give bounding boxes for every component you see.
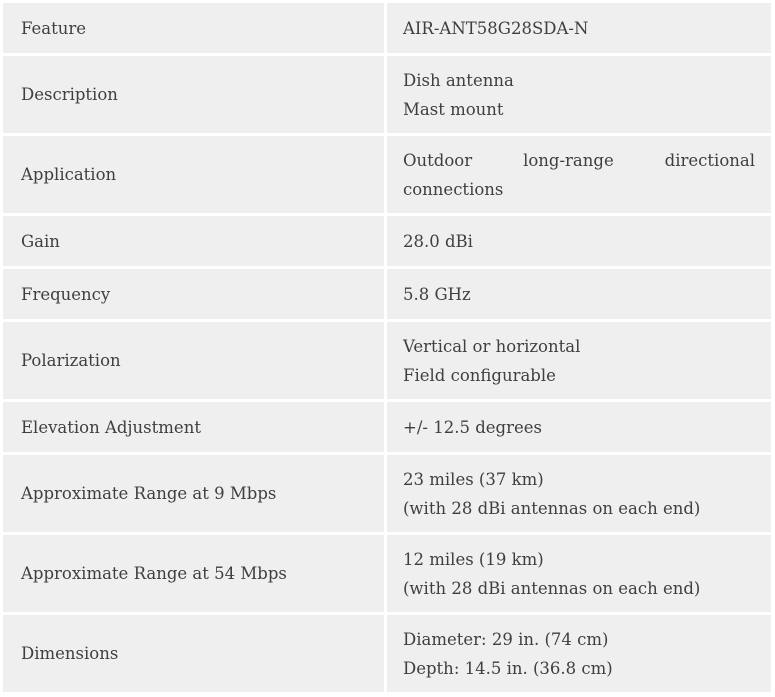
value-line: +/- 12.5 degrees	[403, 417, 542, 437]
value-line: Mast mount	[403, 99, 504, 119]
feature-cell	[3, 615, 387, 695]
feature-cell	[3, 216, 387, 269]
feature-label: Frequency	[21, 284, 111, 304]
value-line: 12 miles (19 km)	[403, 549, 544, 569]
feature-header-label: Feature	[21, 18, 87, 38]
value-cell	[387, 216, 771, 269]
value-text: Outdoor long-range directional connections	[403, 150, 755, 199]
table-row-description	[3, 56, 771, 136]
value-cell	[387, 269, 771, 322]
feature-label: Gain	[21, 231, 60, 251]
value-cell	[387, 402, 771, 455]
feature-header-cell	[3, 3, 387, 56]
value-cell	[387, 615, 771, 695]
value-line: Dish antenna	[403, 70, 514, 90]
value-line: (with 28 dBi antennas on each end)	[403, 578, 701, 598]
feature-cell	[3, 402, 387, 455]
value-line: Diameter: 29 in. (74 cm)	[403, 629, 609, 649]
table-row-dimensions	[3, 615, 771, 695]
table-row-range-54mbps	[3, 535, 771, 615]
value-line: (with 28 dBi antennas on each end)	[403, 498, 701, 518]
table-row-elevation-adjustment	[3, 402, 771, 455]
feature-label: Polarization	[21, 351, 121, 370]
value-line: 23 miles (37 km)	[403, 469, 544, 489]
table-row-gain	[3, 216, 771, 269]
feature-cell	[3, 269, 387, 322]
feature-cell	[3, 136, 387, 216]
feature-label: Elevation Adjustment	[21, 417, 201, 437]
value-line: 5.8 GHz	[403, 284, 471, 304]
feature-cell	[3, 322, 387, 402]
feature-label: Description	[21, 85, 118, 104]
feature-label: Dimensions	[21, 644, 119, 663]
model-name: AIR-ANT58G28SDA-N	[403, 18, 589, 38]
value-cell	[387, 455, 771, 535]
feature-label: Approximate Range at 9 Mbps	[21, 484, 277, 503]
table-row-frequency	[3, 269, 771, 322]
model-header-cell	[387, 3, 771, 56]
table-row-polarization	[3, 322, 771, 402]
value-cell	[387, 56, 771, 136]
value-line: Depth: 14.5 in. (36.8 cm)	[403, 658, 613, 678]
feature-cell	[3, 56, 387, 136]
value-line: Field configurable	[403, 365, 556, 385]
value-cell	[387, 535, 771, 615]
value-cell	[387, 136, 771, 216]
table-row-application	[3, 136, 771, 216]
value-line: 28.0 dBi	[403, 231, 473, 251]
feature-cell	[3, 455, 387, 535]
table-header-row	[3, 3, 771, 56]
feature-label: Application	[21, 165, 117, 184]
feature-label: Approximate Range at 54 Mbps	[21, 564, 287, 583]
spec-table	[3, 3, 771, 695]
value-line: Vertical or horizontal	[403, 336, 581, 356]
value-cell	[387, 322, 771, 402]
table-row-range-9mbps	[3, 455, 771, 535]
feature-cell	[3, 535, 387, 615]
